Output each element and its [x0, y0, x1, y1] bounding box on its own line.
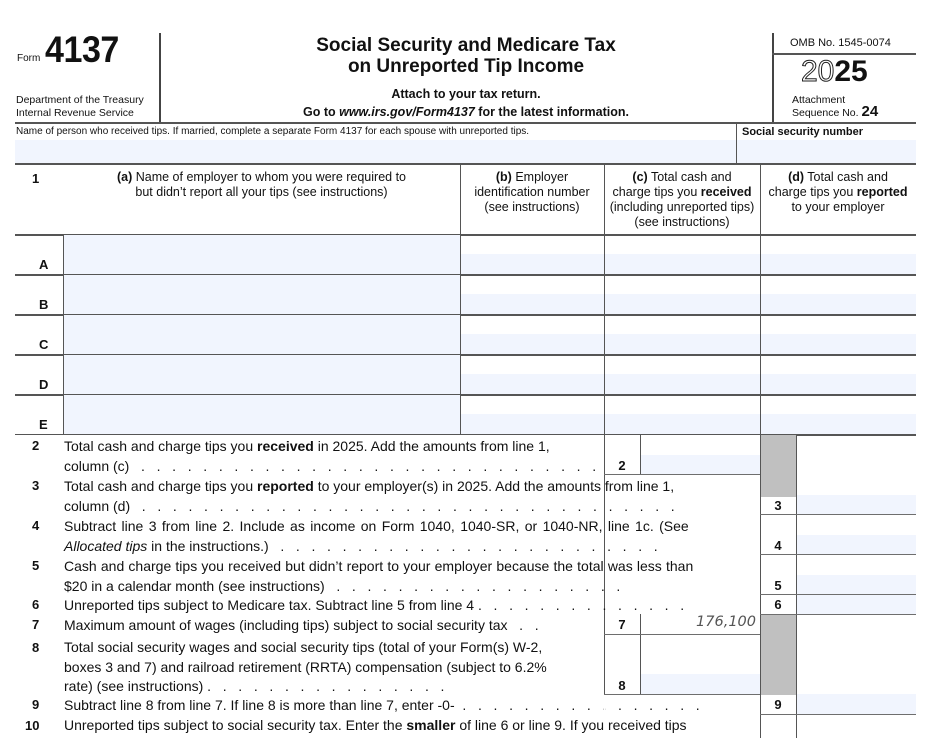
line-2-box-bottom — [604, 474, 760, 475]
row-c-ein-input[interactable] — [461, 334, 604, 354]
line-3-text: Total cash and charge tips you reported to your employer(s) in 2025. Add the amounts from line 1, — [64, 478, 675, 494]
line-2-text-cont: column (c) . . . . . . . . . . . . . . . . . . . . . . . . . . . . . . — [64, 458, 597, 474]
row-c-letter: C — [39, 337, 49, 352]
line-6-text: Unreported tips subject to Medicare tax. Subtract line 5 from line 4 . . . . . . . . . . . . . . — [64, 597, 685, 613]
line-7-number: 7 — [32, 617, 40, 632]
row-d-ein-input[interactable] — [461, 374, 604, 394]
line-4-box-label: 4 — [774, 538, 782, 553]
tax-year: 2025 — [801, 55, 868, 88]
line-5-text: Cash and charge tips you received but didn’t report to your employer because the total was less than — [64, 558, 694, 574]
line-9-rule — [760, 714, 916, 715]
row-b-ein-input[interactable] — [461, 294, 604, 314]
row-b-letter: B — [39, 297, 49, 312]
line-4-amount-input[interactable] — [797, 535, 916, 554]
col-d-header: (d) Total cash and charge tips you reported to your employer — [768, 170, 908, 214]
row-d-received-input[interactable] — [605, 374, 760, 394]
line-2-box-label: 2 — [618, 458, 626, 473]
row-a-employer-input[interactable] — [64, 235, 460, 274]
row-b-employer-input[interactable] — [64, 275, 460, 314]
row-d-reported-input[interactable] — [761, 374, 916, 394]
line-2-number: 2 — [32, 438, 40, 453]
line-8-amount-input[interactable] — [641, 674, 760, 694]
line-4-rule — [760, 554, 916, 555]
line-6-number: 6 — [32, 597, 40, 612]
line-10-text: Unreported tips subject to social security tax. Enter the smaller of line 6 or line 9. If you received tips — [64, 717, 687, 733]
line-8-text-cont: boxes 3 and 7) and railroad retirement (RRTA) compensation (subject to 6.2% — [64, 659, 547, 675]
row-a-letter: A — [39, 257, 49, 272]
header-divider-right — [772, 33, 774, 123]
line-5-text-cont: $20 in a calendar month (see instructions) . . . . . . . . . . . . . . . . . . . — [64, 578, 621, 594]
title-line-1: Social Security and Medicare Tax — [316, 35, 616, 56]
col-c-header: (c) Total cash and charge tips you received (including unreported tips) (see instructions) — [609, 170, 755, 229]
line-1-number: 1 — [32, 171, 40, 186]
line-8-text-cont-2: rate) (see instructions) . . . . . . . . . . . . . . . . — [64, 678, 445, 694]
line-5-box-label: 5 — [774, 578, 782, 593]
row-b-reported-input[interactable] — [761, 294, 916, 314]
line-5-amount-input[interactable] — [797, 575, 916, 594]
line-10-number: 10 — [25, 718, 40, 733]
irs-form-link[interactable]: www.irs.gov/Form4137 — [339, 105, 475, 119]
department-label: Department of the Treasury — [16, 94, 144, 106]
line-3-number: 3 — [32, 478, 40, 493]
row-e-reported-input[interactable] — [761, 414, 916, 434]
form-number: 4137 — [45, 29, 119, 70]
line-9-number: 9 — [32, 697, 40, 712]
sequence-number: Sequence No. 24 — [792, 103, 879, 120]
row-e-ein-input[interactable] — [461, 414, 604, 434]
row-c-received-input[interactable] — [605, 334, 760, 354]
row-a-reported-input[interactable] — [761, 254, 916, 274]
row-a-received-input[interactable] — [605, 254, 760, 274]
line-8-number: 8 — [32, 640, 40, 655]
row-a-ein-input[interactable] — [461, 254, 604, 274]
line-9-amount-input[interactable] — [797, 694, 916, 714]
col-b-header: (b) Employer identification number (see instructions) — [474, 170, 590, 214]
row-d-employer-input[interactable] — [64, 355, 460, 394]
line-9-box-label: 9 — [774, 697, 782, 712]
row-e-letter: E — [39, 417, 48, 432]
shaded-cell-7-8 — [761, 615, 796, 695]
agency-label: Internal Revenue Service — [16, 107, 134, 119]
line-6-rule — [760, 614, 916, 615]
name-input[interactable] — [15, 140, 737, 163]
form-title — [160, 35, 772, 77]
row-e-employer-input[interactable] — [64, 395, 460, 434]
header-bottom-rule — [15, 122, 916, 124]
attach-instruction: Attach to your tax return. — [391, 87, 541, 101]
line-3-box-label: 3 — [774, 498, 782, 513]
shaded-cell-2-3 — [761, 435, 796, 497]
ssn-label: Social security number — [742, 126, 864, 138]
row-c-reported-input[interactable] — [761, 334, 916, 354]
line-9-text: Subtract line 8 from line 7. If line 8 is more than line 7, enter -0- . . . . . . . . . . . . . . . . — [64, 697, 700, 713]
name-bottom-rule — [15, 163, 916, 165]
form-word: Form — [17, 53, 41, 64]
line-8-box-label: 8 — [618, 678, 626, 693]
row-e-received-input[interactable] — [605, 414, 760, 434]
line-3-amount-input[interactable] — [797, 495, 916, 514]
goto-instruction: Go to www.irs.gov/Form4137 for the latest information. — [303, 105, 629, 119]
line-3-text-cont: column (d) . . . . . . . . . . . . . . . . . . . . . . . . . . . . . . . . . . . — [64, 498, 675, 514]
line-8-text: Total social security wages and social security tips (total of your Form(s) W-2, — [64, 639, 543, 655]
attachment-label: Attachment — [792, 94, 846, 106]
line-7-box-label: 7 — [618, 617, 626, 632]
line-4-text-cont: Allocated tips in the instructions.) . . . . . . . . . . . . . . . . . . . . . . . . . — [64, 538, 658, 554]
line-6-box-label: 6 — [774, 597, 782, 612]
title-line-2: on Unreported Tip Income — [347, 56, 585, 77]
row-b-received-input[interactable] — [605, 294, 760, 314]
row-d-letter: D — [39, 377, 49, 392]
line-4-number: 4 — [32, 518, 40, 533]
name-label: Name of person who received tips. If married, complete a separate Form 4137 for each spouse with unreported tips. — [16, 126, 530, 137]
line-6-amount-input[interactable] — [797, 595, 916, 614]
line-3-rule — [760, 514, 916, 515]
line-7-box-bottom — [604, 634, 760, 635]
line-5-number: 5 — [32, 558, 40, 573]
line-7-amount-value: 176,100 — [696, 614, 756, 630]
ssn-input[interactable] — [737, 140, 916, 163]
omb-number: OMB No. 1545-0074 — [790, 37, 891, 49]
line-4-text: Subtract line 3 from line 2. Include as income on Form 1040, 1040-SR, or 1040-NR, line 1c. (See — [64, 518, 689, 534]
line-7-text: Maximum amount of wages (including tips) subject to social security tax . . — [64, 617, 539, 633]
line-2-amount-input[interactable] — [641, 455, 760, 475]
line-2-text: Total cash and charge tips you received in 2025. Add the amounts from line 1, — [64, 438, 550, 454]
col-a-header: (a) Name of employer to whom you were required to but didn’t report all your tips (see instructions) — [116, 170, 407, 199]
row-c-employer-input[interactable] — [64, 315, 460, 354]
